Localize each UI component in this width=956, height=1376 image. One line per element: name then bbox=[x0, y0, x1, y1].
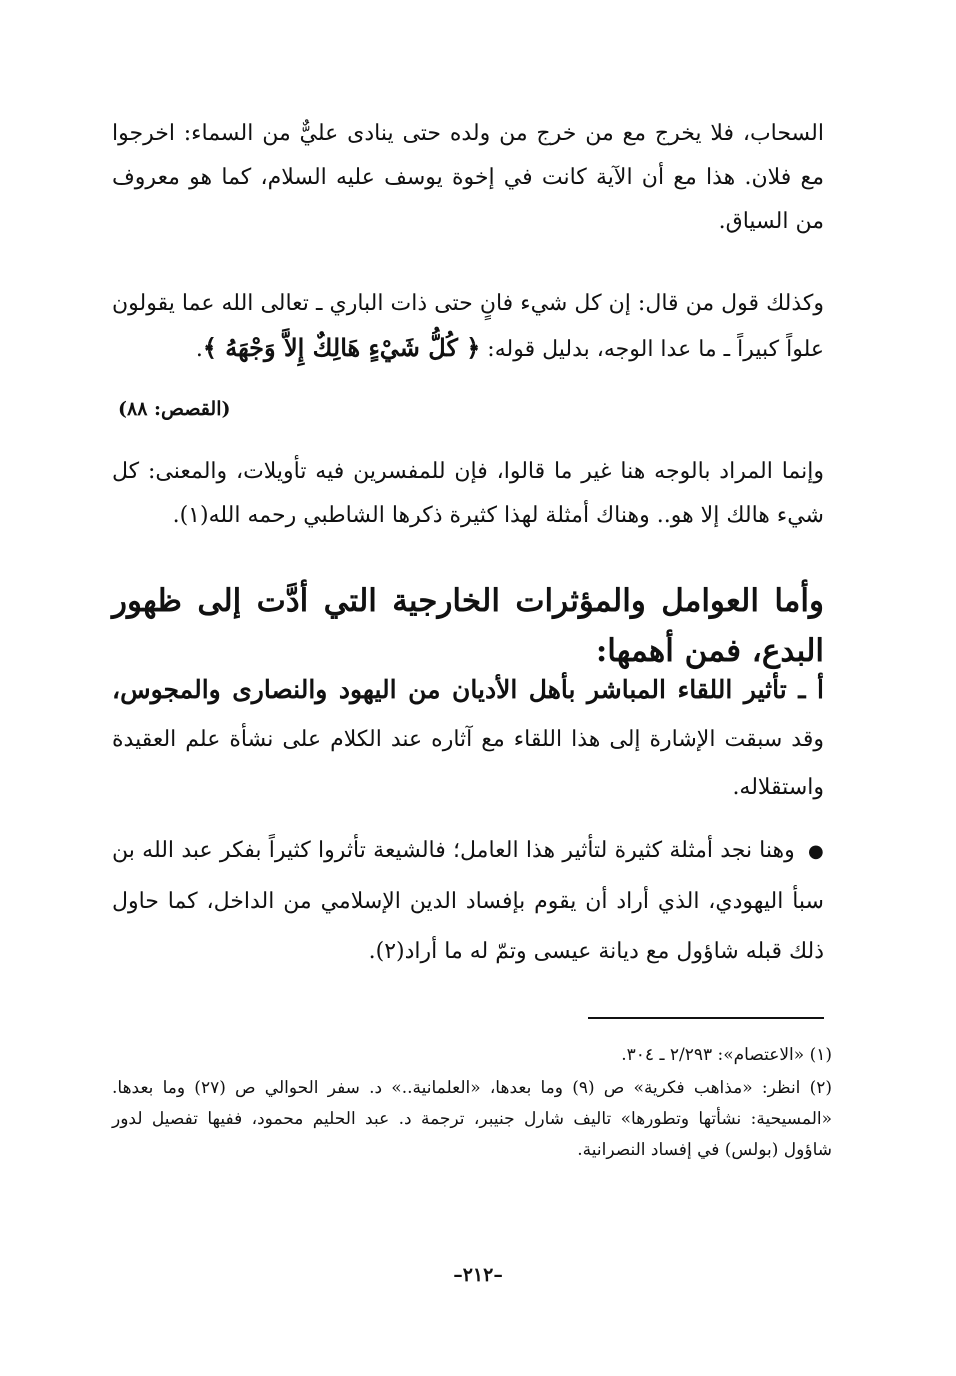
point-a-paragraph bbox=[112, 666, 824, 812]
paragraph-1: السحاب، فلا يخرج مع من خرج من ولده حتى ينادى عليٌّ من السماء: اخرجوا مع فلان. هذا مع أن الآية كانت في إخوة يوسف عليه السلام، كما هو معروف من السياق. bbox=[112, 121, 824, 234]
point-a-text: وقد سبقت الإشارة إلى هذا اللقاء مع آثاره عند الكلام على نشأة علم العقيدة واستقلاله. bbox=[112, 727, 824, 800]
paragraph-3: وإنما المراد بالوجه هنا غير ما قالوا، فإن للمفسرين فيه تأويلات، والمعنى: كل شيء هالك إلا هو.. وهناك أمثلة لهذا كثيرة ذكرها الشاطبي رحمه الله(١). bbox=[112, 459, 824, 528]
page-number: –٢١٢– bbox=[453, 1264, 503, 1286]
section-heading: وأما العوامل والمؤثرات الخارجية التي أدَّت إلى ظهور البدع، فمن أهمها: bbox=[112, 583, 824, 669]
paragraph-2-text: وكذلك قول من قال: إن كل شيء فانٍ حتى ذات الباري ـ تعالى الله عما يقولون علواً كبيراً ـ ما عدا الوجه، بدليل قوله: bbox=[112, 291, 824, 362]
verse-reference: (القصص: ٨٨) bbox=[118, 398, 231, 420]
bullet-paragraph-text: وهنا نجد أمثلة كثيرة لتأثير هذا العامل؛ فالشيعة تأثروا كثيراً بفكر عبد الله بن سبأ اليهودي، الذي أراد أن يقوم بإفساد الدين الإسلامي من الداخل، كما حاول ذلك قبله شاؤول مع ديانة عيسى وتمّ له ما أراد(٢). bbox=[112, 838, 824, 964]
footnotes bbox=[112, 1040, 832, 1166]
point-a-lead: أ ـ تأثير اللقاء المباشر بأهل الأديان من اليهود والنصارى والمجوس، bbox=[112, 675, 824, 704]
footnote-separator bbox=[588, 1017, 824, 1019]
footnote-2: (٢) انظر: «مذاهب فكرية» ص (٩) وما بعدها، «العلمانية..» د. سفر الحوالي ص (٢٧) وما بعدها. «المسيحية: نشأتها وتطورها» تاليف شارل جنيبر، ترجمة د. عبد الحليم محمود، ففيها تفصيل لدور شاؤول (بولس) في إفساد النصرانية. bbox=[112, 1078, 833, 1160]
paragraph-2-end: . bbox=[195, 337, 203, 362]
footnote-1: (١) «الاعتصام»: ٢/٢٩٣ ـ ٣٠٤. bbox=[621, 1045, 832, 1065]
quran-verse: ﴿ كُلُّ شَيْءٍ هَالِكٌ إِلاَّ وَجْهَهُ ﴾ bbox=[202, 333, 481, 362]
paragraph-2 bbox=[112, 282, 824, 372]
bullet-paragraph bbox=[112, 826, 824, 977]
bullet-icon: ● bbox=[808, 841, 824, 862]
